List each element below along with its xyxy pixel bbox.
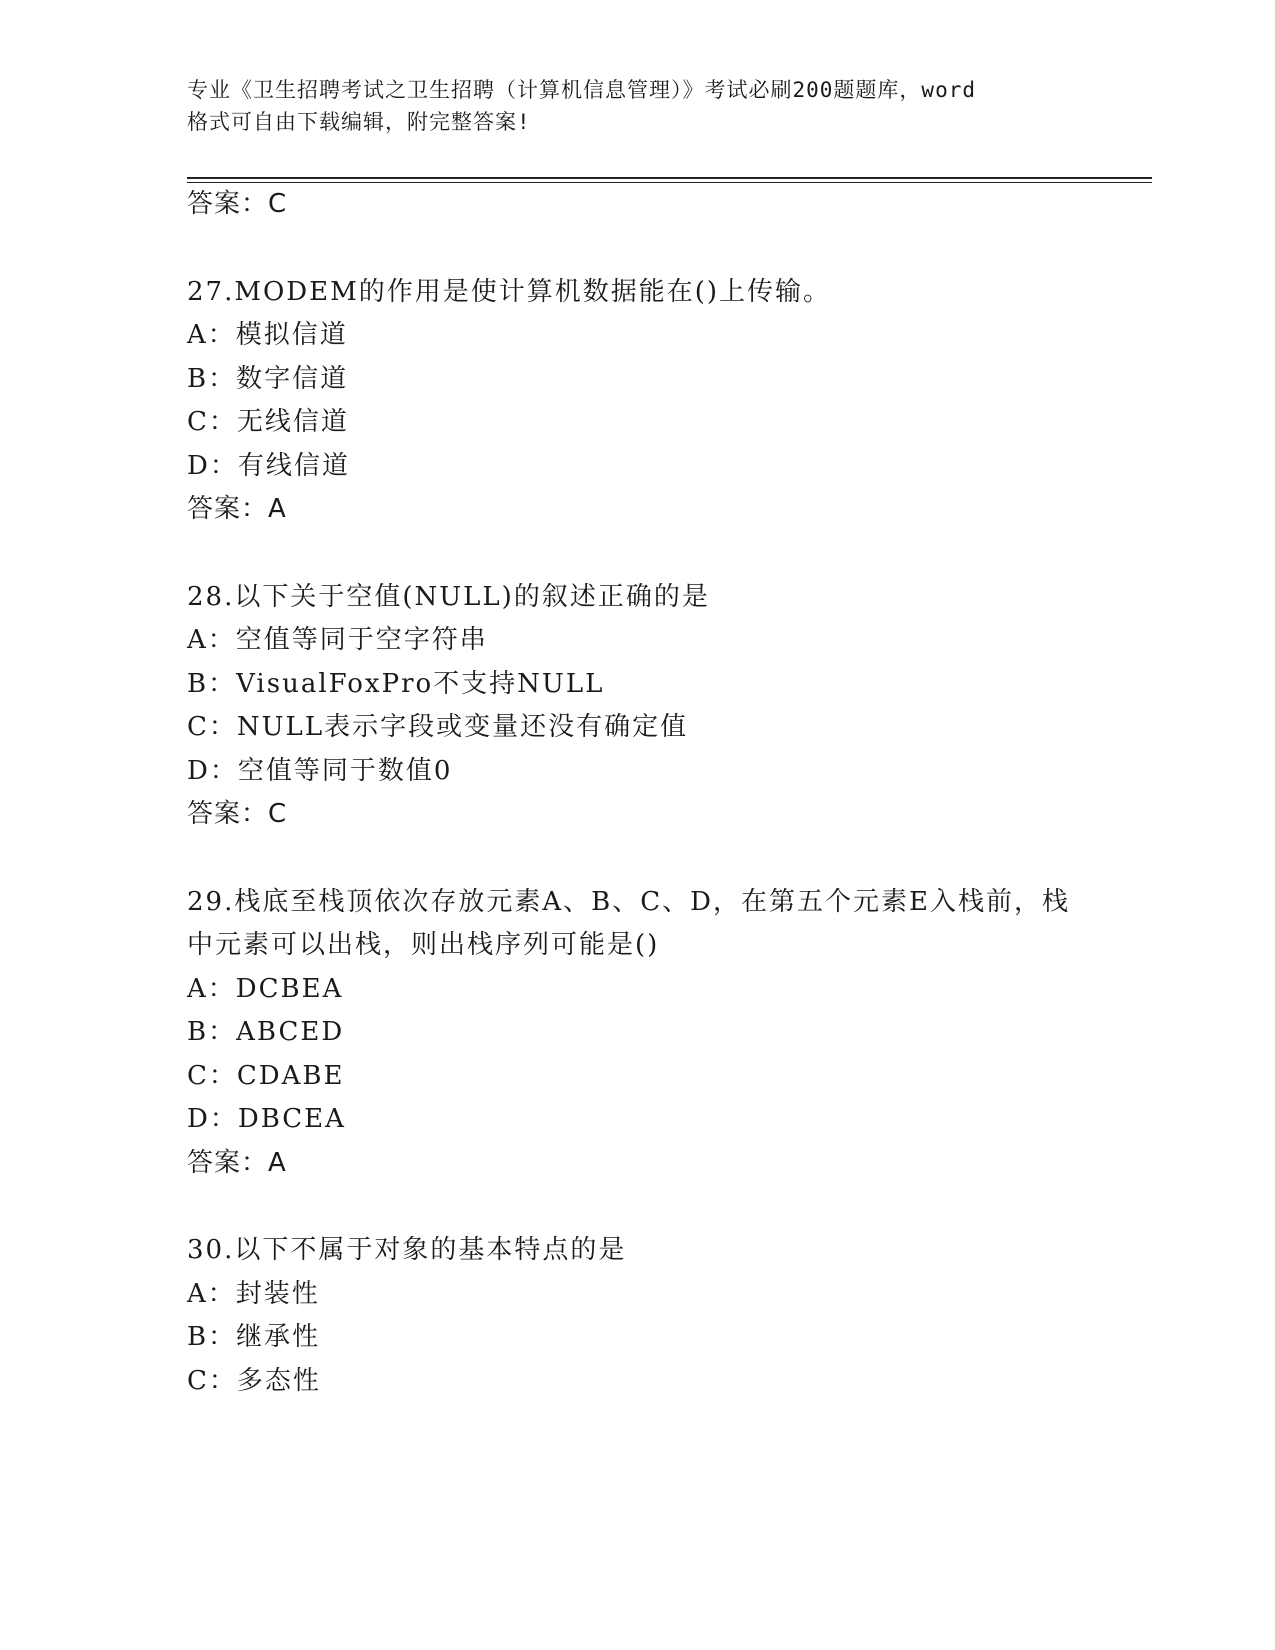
question-29-option-b: B：ABCED [187, 1017, 345, 1047]
header-divider-thin [187, 182, 1152, 183]
document-header [187, 74, 1087, 138]
question-27-option-a: A：模拟信道 [187, 320, 348, 350]
header-divider-thick [187, 177, 1152, 179]
question-30-option-a: A：封装性 [187, 1279, 320, 1309]
question-28-stem: 28.以下关于空值(NULL)的叙述正确的是 [187, 582, 710, 612]
question-28-answer: 答案：C [187, 799, 288, 829]
header-line-1: 专业《卫生招聘考试之卫生招聘（计算机信息管理）》考试必刷200题题库，word [187, 78, 976, 102]
previous-answer: 答案：C [187, 189, 288, 219]
question-29-stem-line-2: 中元素可以出栈，则出栈序列可能是() [187, 930, 660, 960]
question-29-answer: 答案：A [187, 1148, 287, 1178]
question-30-stem: 30.以下不属于对象的基本特点的是 [187, 1235, 627, 1265]
question-30-option-c: C：多态性 [187, 1366, 321, 1396]
question-27-stem: 27.MODEM的作用是使计算机数据能在()上传输。 [187, 277, 832, 307]
question-27-option-c: C：无线信道 [187, 407, 349, 437]
question-28-option-c: C：NULL表示字段或变量还没有确定值 [187, 712, 689, 742]
question-27-answer: 答案：A [187, 494, 287, 524]
question-28-option-d: D：空值等同于数值0 [187, 756, 453, 786]
question-29-option-d: D：DBCEA [187, 1104, 346, 1134]
question-30-option-b: B：继承性 [187, 1322, 321, 1352]
question-29-option-a: A：DCBEA [187, 974, 344, 1004]
question-27-option-b: B：数字信道 [187, 364, 349, 394]
question-28-option-b: B：VisualFoxPro不支持NULL [187, 669, 605, 699]
question-29-stem-line-1: 29.栈底至栈顶依次存放元素A、B、C、D，在第五个元素E入栈前，栈 [187, 887, 1070, 917]
question-27-option-d: D：有线信道 [187, 451, 350, 481]
question-29-option-c: C：CDABE [187, 1061, 345, 1091]
question-28-option-a: A：空值等同于空字符串 [187, 625, 488, 655]
header-line-2: 格式可自由下载编辑，附完整答案! [187, 110, 531, 134]
